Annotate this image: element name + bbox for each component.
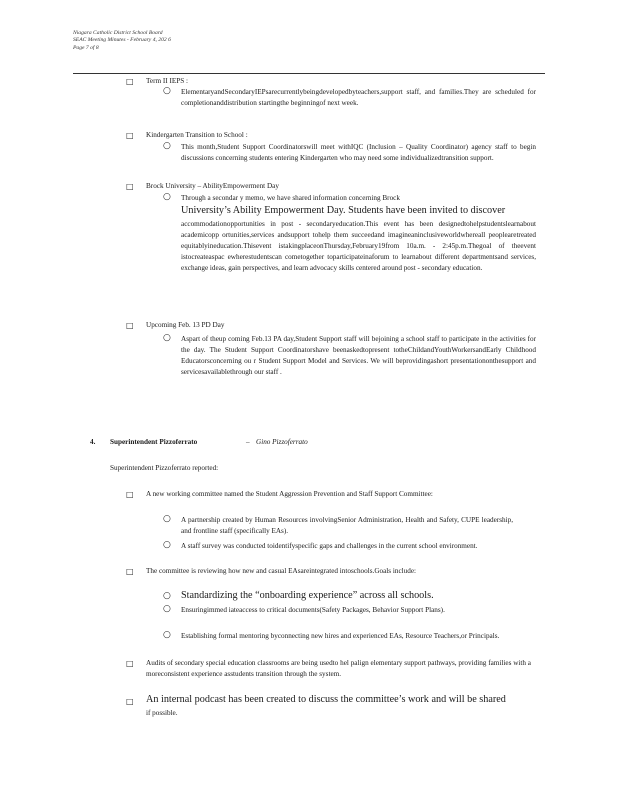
item-paragraph: Through a secondar y memo, we have shared information concerning Brock (181, 194, 400, 202)
circle-bullet-icon: ○ (163, 540, 171, 550)
item-paragraph: This month,Student Support Coordinatorswill meet withIQC (Inclusion – Quality Coordinator) agency staff to begin discussions concerning students entering Kindergarten who may need some individualizedtransition support. (181, 143, 536, 162)
item-tail: if possible. (146, 709, 178, 717)
sub-item-paragraph: Establishing formal mentoring byconnecting new hires and experienced EAs, Resource Teachers,or Principals. (181, 632, 500, 640)
header-meeting-line: SEAC Meeting Minutes - February 4, 202 6 (73, 37, 171, 44)
item-title: Upcoming Feb. 13 PD Day (146, 321, 225, 329)
square-bullet-icon: □ (126, 182, 134, 191)
section-number: 4. (90, 438, 96, 446)
item-paragraph: A new working committee named the Student Aggression Prevention and Staff Support Committee: (146, 490, 433, 498)
header-org-line: Niagara Catholic District School Board (73, 30, 163, 36)
section-title: Superintendent Pizzoferrato (110, 438, 198, 446)
item-large-line: An internal podcast has been created to discuss the committee’s work and will be shared (146, 694, 506, 705)
item-paragraph-large-line: University’s Ability Empowerment Day. Students have been invited to discover (181, 205, 506, 216)
item-paragraph: Audits of secondary special education classrooms are being usedto hel palign elementary support pathways, providing families with a moreconsistent experience asstudents transition through the system. (146, 659, 531, 678)
circle-bullet-icon: ○ (163, 630, 171, 640)
item-title: Kindergarten Transition to School : (146, 131, 248, 139)
header-divider (73, 73, 545, 74)
circle-bullet-icon: ○ (163, 604, 171, 614)
header-page-line: Page 7 of 8 (73, 44, 99, 51)
circle-bullet-icon: ○ (163, 591, 171, 601)
sub-item-large-line: Standardizing the “onboarding experience” across all schools. (181, 590, 434, 601)
sub-item-paragraph: Ensuringimmed iateaccess to critical documents(Safety Packages, Behavior Support Plans). (181, 606, 445, 614)
item-title: Term II IEPS : (146, 77, 189, 85)
section-intro: Superintendent Pizzoferrato reported: (110, 464, 219, 472)
square-bullet-icon: □ (126, 490, 134, 499)
circle-bullet-icon: ○ (163, 86, 171, 96)
item-paragraph: accommodationopportunities in post - secondaryeducation.This event has been designedtohelpstudentslearnabout academicopp ortunities,services andsupport tohelp them succeedand imagineaninclusiveworldwhereall peoplearetreated equitablyineducation.Thisevent istakingplaceonThursday,February19from 10a.m. - 2:45p.m.Thegoal of theevent istocreateaspac ewherestudentscan cometogether toparticipateinaforum to learnabout different departmentsand services, exchange ideas, gain perspectives, and learn advocacy skills centered around post - secondary education. (181, 220, 536, 272)
section-dash: – (246, 438, 250, 446)
item-paragraph: The committee is reviewing how new and casual EAsareintegrated intoschools.Goals include: (146, 567, 417, 575)
square-bullet-icon: □ (126, 659, 134, 668)
sub-item-paragraph: A partnership created by Human Resources involvingSenior Administration, Health and Safety, CUPE leadership, and frontline staff (specifically EAs). (181, 516, 513, 535)
square-bullet-icon: □ (126, 697, 134, 706)
sub-item-paragraph: A staff survey was conducted toidentifyspecific gaps and challenges in the current school environment. (181, 542, 478, 550)
square-bullet-icon: □ (126, 321, 134, 330)
square-bullet-icon: □ (126, 567, 134, 576)
circle-bullet-icon: ○ (163, 333, 171, 343)
section-presenter: Gino Pizzoferrato (256, 438, 308, 446)
item-paragraph: Aspart of theup coming Feb.13 PA day,Student Support staff will bejoining a school staff to participate in the activities for the day. The Student Support Coordinatorshave beenaskedtopresent totheChildandYouthWorkersandEarly Childhood Educatorsconcerning ou r Student Support Model and Services. We will beprovidingashort presentationonthesupport and servicesavailablethrough our staff . (181, 335, 536, 376)
circle-bullet-icon: ○ (163, 192, 171, 202)
square-bullet-icon: □ (126, 77, 134, 86)
circle-bullet-icon: ○ (163, 514, 171, 524)
item-title: Brock University – AbilityEmpowerment Day (146, 182, 279, 190)
circle-bullet-icon: ○ (163, 141, 171, 151)
document-header (73, 30, 171, 52)
item-paragraph: ElementaryandSecondaryIEPsarecurrentlybeingdevelopedbyteachers,support staff, and families.They are scheduled for completionanddistribution startingthe beginningof next week. (181, 88, 536, 107)
square-bullet-icon: □ (126, 131, 134, 140)
